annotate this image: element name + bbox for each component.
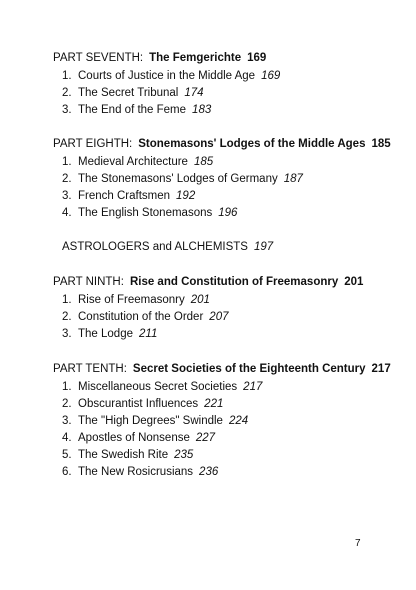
page-number: 7 [355,538,361,549]
part-name: PART TENTH: [53,363,127,375]
entry-page: 197 [253,241,274,253]
part-title: The Femgerichte [149,52,242,64]
entry-title: The Swedish Rite [78,449,169,461]
entry-number: 6. [62,466,72,478]
entry-page: 201 [190,294,210,306]
entry-page: 169 [261,70,281,82]
entry-page: 235 [174,449,194,461]
toc-entry [62,293,210,307]
toc-entry [62,431,215,445]
part-heading-tenth [53,362,391,376]
toc-entry [62,414,248,428]
entry-page: 217 [243,381,263,393]
entry-page: 192 [176,190,196,202]
toc-entry [62,69,280,83]
part-heading-ninth [53,275,363,289]
part-title: Stonemasons' Lodges of the Middle Ages [138,138,366,150]
entry-number: 2. [62,311,72,323]
toc-entry [62,327,157,341]
entry-page: 221 [204,398,224,410]
toc-entry [62,189,195,203]
part-name: PART EIGHTH: [53,138,133,150]
entry-number: 3. [62,415,72,427]
entry-number: 2. [62,173,72,185]
part-page: 169 [247,52,267,64]
toc-entry [62,155,213,169]
entry-title: Constitution of the Order [78,311,204,323]
entry-title: The Stonemasons' Lodges of Germany [78,173,278,185]
entry-number: 1. [62,70,72,82]
entry-title: Apostles of Nonsense [78,432,190,444]
entry-title: ASTROLOGERS and ALCHEMISTS [62,241,248,253]
entry-page: 224 [228,415,249,427]
entry-title: Miscellaneous Secret Societies [78,381,238,393]
entry-title: The End of the Feme [78,104,187,116]
toc-entry [62,310,228,324]
entry-page: 211 [139,328,158,340]
entry-number: 5. [62,449,72,461]
entry-number: 1. [62,156,72,168]
entry-page: 196 [218,207,238,219]
entry-page: 236 [199,466,219,478]
entry-number: 2. [62,87,72,99]
entry-page: 207 [209,311,229,323]
toc-entry [62,397,223,411]
entry-page: 183 [192,104,212,116]
part-name: PART NINTH: [53,276,124,288]
part-page: 185 [371,138,391,150]
toc-entry [62,86,204,100]
entry-title: The Secret Tribunal [78,87,179,99]
part-page: 201 [344,276,364,288]
part-page: 217 [371,363,391,375]
part-heading-seventh [53,51,266,65]
entry-title: Rise of Freemasonry [78,294,185,306]
entry-number: 3. [62,104,72,116]
toc-entry [62,206,237,220]
entry-number: 3. [62,328,72,340]
part-title: Rise and Constitution of Freemasonry [129,276,339,288]
entry-number: 4. [62,207,72,219]
entry-page: 174 [184,87,204,99]
entry-title: Medieval Architecture [78,156,188,168]
entry-title: French Craftsmen [78,190,171,202]
toc-entry [62,380,262,394]
part-name: PART SEVENTH: [53,52,144,64]
toc-entry [62,172,303,186]
toc-entry [62,465,218,479]
entry-number: 3. [62,190,72,202]
entry-title: Courts of Justice in the Middle Age [78,70,256,82]
toc-entry-astrologers [62,240,273,254]
entry-number: 2. [62,398,72,410]
entry-page: 185 [193,156,214,168]
entry-page: 187 [283,173,303,185]
entry-number: 4. [62,432,72,444]
entry-number: 1. [62,294,72,306]
entry-page: 227 [195,432,216,444]
toc-entry [62,448,193,462]
part-title: Secret Societies of the Eighteenth Century [132,363,366,375]
entry-title: The Lodge [78,328,133,340]
toc-entry [62,103,211,117]
entry-title: Obscurantist Influences [78,398,199,410]
entry-title: The English Stonemasons [78,207,213,219]
entry-title: The New Rosicrusians [78,466,194,478]
entry-title: The "High Degrees" Swindle [78,415,223,427]
entry-number: 1. [62,381,72,393]
part-heading-eighth [53,137,391,151]
